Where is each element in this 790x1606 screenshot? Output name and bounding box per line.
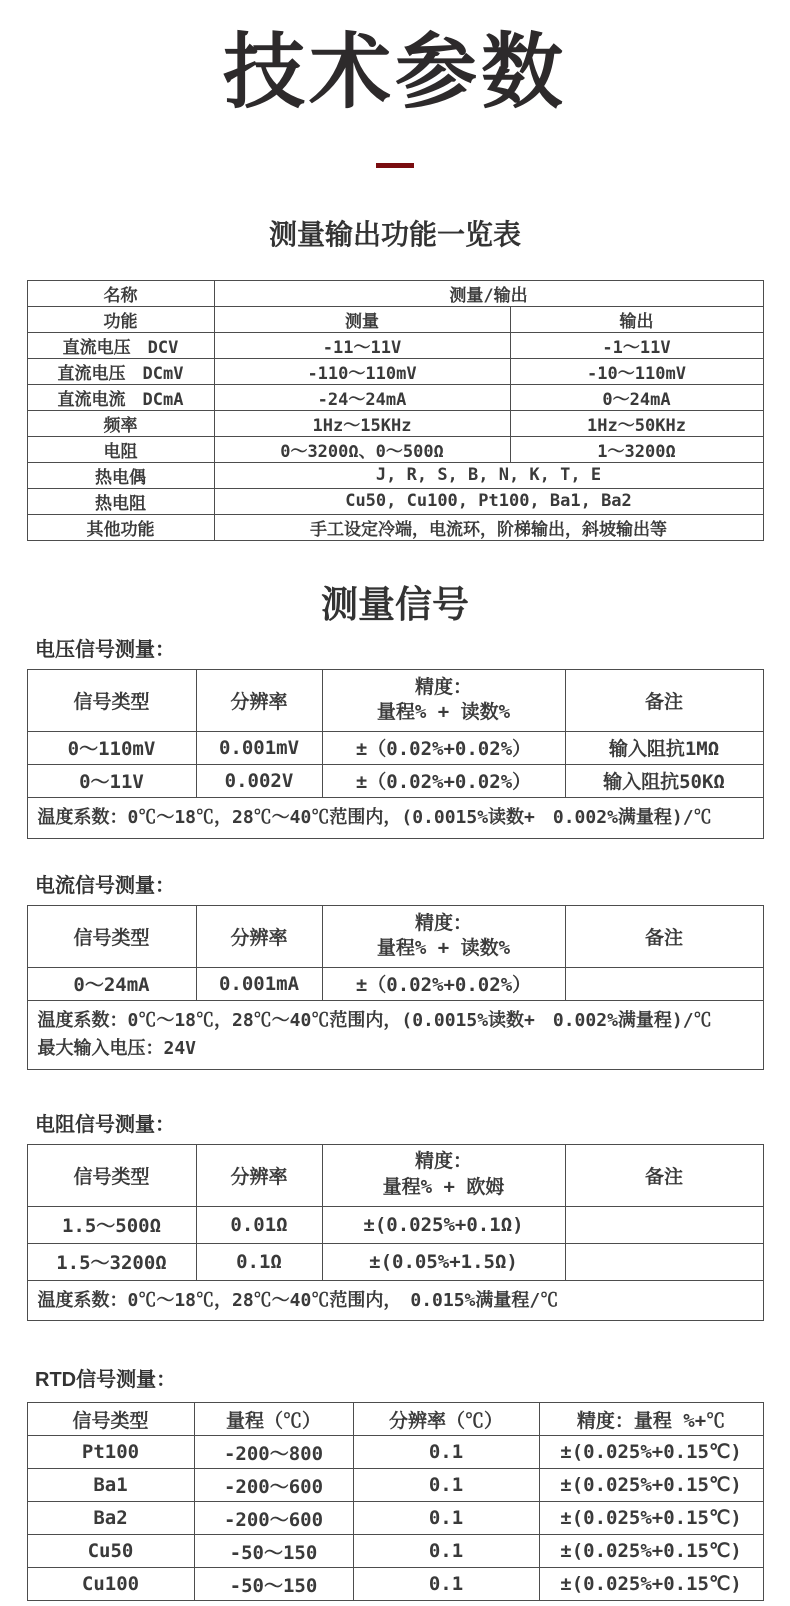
table-row [27,462,763,488]
range-cell: -200～600 [194,1469,353,1502]
row-label: 热电偶 [27,462,214,488]
col-header-resolution: 分辨率 [196,669,322,731]
resolution-cell: 0.1 [353,1469,539,1502]
temp-coefficient-note: 温度系数：0℃～18℃，28℃～40℃范围内， 0.015%满量程/℃ [27,1280,763,1321]
accuracy-cell: ±(0.025%+0.15℃) [539,1535,763,1568]
table-header-row [27,905,763,967]
col-header-signal-type: 信号类型 [27,1144,196,1206]
resolution-cell: 0.1 [353,1568,539,1601]
col-header-signal-type: 信号类型 [27,669,196,731]
note-cell [565,1243,763,1280]
range-cell: -200～800 [194,1436,353,1469]
voltage-table-label: 电压信号测量： [35,638,175,661]
col-header-resolution: 分辨率 [196,1144,322,1206]
measure-cell: 0～3200Ω、0～500Ω [214,436,510,462]
table-footer-row [27,1280,763,1321]
rtd-table-label: RTD信号测量： [35,1369,177,1392]
table-row [27,514,763,540]
col-header-accuracy [322,905,565,967]
resolution-cell: 0.1 [353,1535,539,1568]
note-cell: 输入阻抗50KΩ [565,764,763,797]
resolution-cell: 0.1 [353,1436,539,1469]
accuracy-cell: ±(0.025%+0.15℃) [539,1568,763,1601]
accuracy-cell: ±(0.025%+0.1Ω) [322,1206,565,1243]
accuracy-header-line1: 精度： [414,675,472,698]
table-row [27,410,763,436]
output-cell: 0～24mA [510,384,763,410]
signal-type-cell: Pt100 [27,1436,194,1469]
row-label: 直流电压 DCV [27,332,214,358]
table-header-row [27,1144,763,1206]
table-row [27,731,763,764]
max-input-voltage-note: 最大输入电压：24V [37,1037,197,1059]
accuracy-header-line2: 量程% + 欧姆 [382,1176,505,1199]
measure-cell: -110～110mV [214,358,510,384]
rtd-table [27,1402,764,1601]
col-header-resolution: 分辨率（℃） [353,1403,539,1436]
signal-type-cell: 0～24mA [27,967,196,1000]
signal-type-cell: Ba1 [27,1469,194,1502]
table-row [27,1568,763,1601]
col-header-accuracy [322,1144,565,1206]
table-header-row [27,669,763,731]
row-label: 直流电压 DCmV [27,358,214,384]
current-table [27,905,764,1070]
accent-dash [376,163,414,168]
col-header-note: 备注 [565,669,763,731]
table-row [27,764,763,797]
voltage-table [27,669,764,839]
signal-type-cell: Cu50 [27,1535,194,1568]
resistance-table [27,1144,764,1322]
accuracy-header-line1: 精度： [414,1150,472,1173]
col-header-resolution: 分辨率 [196,905,322,967]
table-row [27,384,763,410]
overview-table [27,280,764,541]
accuracy-cell: ±(0.025%+0.15℃) [539,1436,763,1469]
table-header-row [27,1403,763,1436]
row-value: 手工设定冷端，电流环，阶梯输出，斜坡输出等 [214,514,763,540]
signal-type-cell: 0～11V [27,764,196,797]
range-cell: -50～150 [194,1535,353,1568]
accuracy-cell: ±（0.02%+0.02%） [322,967,565,1000]
measure-cell: -24～24mA [214,384,510,410]
resolution-cell: 0.1Ω [196,1243,322,1280]
temp-coefficient-note: 温度系数：0℃～18℃，28℃～40℃范围内，(0.0015%读数+ 0.002%满量程)/℃ [27,797,763,838]
row-label: 名称 [27,280,214,306]
row-value: Cu50, Cu100, Pt100, Ba1, Ba2 [214,488,763,514]
accuracy-cell: ±(0.05%+1.5Ω) [322,1243,565,1280]
note-cell [565,1206,763,1243]
row-label: 频率 [27,410,214,436]
range-cell: -50～150 [194,1568,353,1601]
signal-type-cell: 1.5～500Ω [27,1206,196,1243]
output-cell: -10～110mV [510,358,763,384]
range-cell: -200～600 [194,1502,353,1535]
overview-table-title: 测量输出功能一览表 [268,218,521,250]
table-row [27,280,763,306]
accuracy-cell: ±（0.02%+0.02%） [322,764,565,797]
page-title: 技术参数 [222,27,567,118]
accuracy-cell: ±(0.025%+0.15℃) [539,1502,763,1535]
col-header-range: 量程（℃） [194,1403,353,1436]
resolution-cell: 0.01Ω [196,1206,322,1243]
section-title-measure-signal: 测量信号 [321,583,469,625]
resolution-cell: 0.1 [353,1502,539,1535]
resolution-cell: 0.002V [196,764,322,797]
col-header-signal-type: 信号类型 [27,1403,194,1436]
table-row [27,1535,763,1568]
measure-cell: -11～11V [214,332,510,358]
row-label: 电阻 [27,436,214,462]
output-cell: 1Hz～50KHz [510,410,763,436]
table-row [27,358,763,384]
col-header-note: 备注 [565,1144,763,1206]
accuracy-header-line1: 精度： [414,911,472,934]
accuracy-header-line2: 量程% + 读数% [376,937,511,960]
accuracy-cell: ±（0.02%+0.02%） [322,731,565,764]
row-label: 直流电流 DCmA [27,384,214,410]
table-row [27,1436,763,1469]
resistance-table-label: 电阻信号测量： [35,1113,175,1136]
row-label: 其他功能 [27,514,214,540]
table-row [27,332,763,358]
table-footer-row [27,797,763,838]
table-row [27,488,763,514]
signal-type-cell: Ba2 [27,1502,194,1535]
col-header-accuracy [322,669,565,731]
note-cell [565,967,763,1000]
table-footer-notes [27,1000,763,1069]
col-header-signal-type: 信号类型 [27,905,196,967]
table-row [27,1206,763,1243]
col-header-note: 备注 [565,905,763,967]
table-row [27,1469,763,1502]
signal-type-cell: Cu100 [27,1568,194,1601]
resolution-cell: 0.001mV [196,731,322,764]
resolution-cell: 0.001mA [196,967,322,1000]
measure-cell: 测量 [214,306,510,332]
table-row [27,306,763,332]
table-row [27,436,763,462]
measure-cell: 1Hz～15KHz [214,410,510,436]
accuracy-cell: ±(0.025%+0.15℃) [539,1469,763,1502]
temp-coefficient-note: 温度系数：0℃～18℃，28℃～40℃范围内，(0.0015%读数+ 0.002%满量程)/℃ [37,1009,712,1031]
output-cell: 输出 [510,306,763,332]
note-cell: 输入阻抗1MΩ [565,731,763,764]
current-table-label: 电流信号测量： [35,874,175,897]
accuracy-header-line2: 量程% + 读数% [376,701,511,724]
row-label: 功能 [27,306,214,332]
row-value: 测量/输出 [214,280,763,306]
row-label: 热电阻 [27,488,214,514]
col-header-accuracy: 精度：量程 %+℃ [539,1403,763,1436]
table-row [27,1243,763,1280]
table-footer-row [27,1000,763,1069]
signal-type-cell: 1.5～3200Ω [27,1243,196,1280]
row-value: J, R, S, B, N, K, T, E [214,462,763,488]
output-cell: 1～3200Ω [510,436,763,462]
table-row [27,1502,763,1535]
signal-type-cell: 0～110mV [27,731,196,764]
output-cell: -1～11V [510,332,763,358]
table-row [27,967,763,1000]
